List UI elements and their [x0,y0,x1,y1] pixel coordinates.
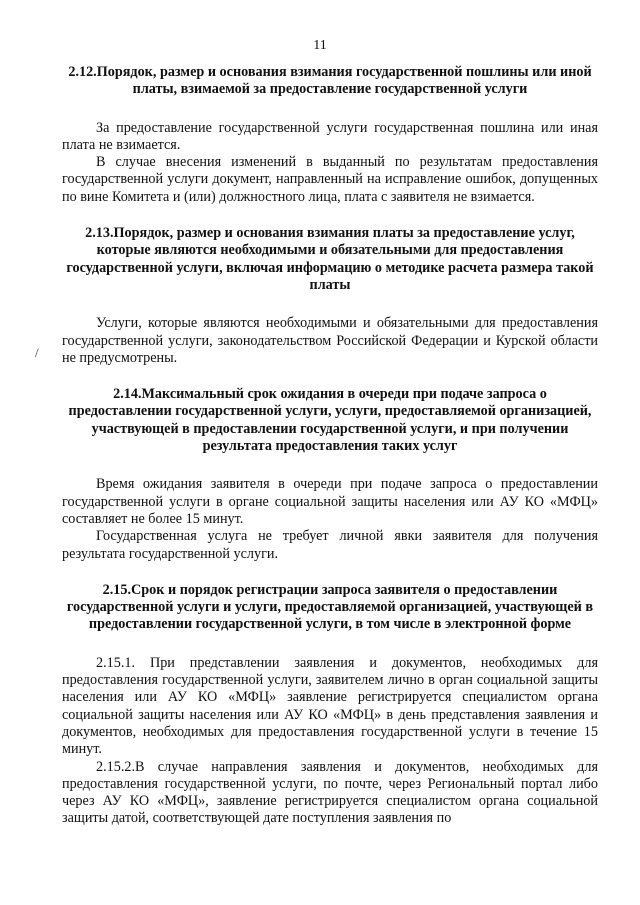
paragraph: Государственная услуга не требует личной явки заявителя для получения результата государственной услуги. [62,528,598,562]
paragraph: 2.15.1. При представлении заявления и документов, необходимых для предоставления государственной услуги, заявителем лично в орган социальной защиты населения или АУ КО «МФЦ» заявление регистрируется специалистом органа социальной защиты населения или АУ КО «МФЦ» в день представления заявления и документов, необходимых для предоставления государственной услуги в течение 15 минут. [62,654,598,758]
paragraph: В случае внесения изменений в выданный по результатам предоставления государственной услуги документ, направленный на исправление ошибок, допущенных по вине Комитета и (или) должностного лица, плата с заявителя не взимается. [62,154,598,205]
section-heading: 2.15.Срок и порядок регистрации запроса заявителя о предоставлении государственной услуги и услуги, предоставляемой организацией, участвующей в предоставлении государственной услуги, в том числе в электронной форме [66,581,594,633]
section-2-12 [62,64,598,206]
section-2-13 [62,225,598,367]
section-2-15 [62,582,598,828]
paragraph: Услуги, которые являются необходимыми и обязательными для предоставления государственной услуги, законодательством Российской Федерации и Курской области не предусмотрены. [62,315,598,366]
section-heading: 2.12.Порядок, размер и основания взимания государственной пошлины или иной платы, взимаемой за предоставление государственной услуги [68,64,592,98]
page-number: 11 [313,38,327,53]
document-body [62,64,598,828]
paragraph: Время ожидания заявителя в очереди при подаче запроса о предоставлении государственной услуги в органе социальной защиты населения или АУ КО «МФЦ» составляет не более 15 минут. [62,476,598,527]
paragraph: За предоставление государственной услуги государственная пошлина или иная плата не взимается. [62,119,598,153]
section-heading: 2.14.Максимальный срок ожидания в очереди при подаче запроса о предоставлении государственной услуги, услуги, предоставляемой организацией, участвующей в предоставлении государственной услуги, и при получении результата предоставления таких услуг [68,386,592,455]
paragraph: 2.15.2.В случае направления заявления и документов, необходимых для предоставления государственной услуги, по почте, через Региональный портал либо через АУ КО «МФЦ», заявление регистрируется специалистом органа социальной защиты датой, соответствующей дате поступления заявления по [62,758,598,827]
section-heading: 2.13.Порядок, размер и основания взимания платы за предоставление услуг, которые являются необходимыми и обязательными для предоставления государственной услуги, включая информацию о методике расчета размера такой платы [66,225,594,293]
margin-mark: / [35,345,39,360]
section-2-14 [62,386,598,563]
